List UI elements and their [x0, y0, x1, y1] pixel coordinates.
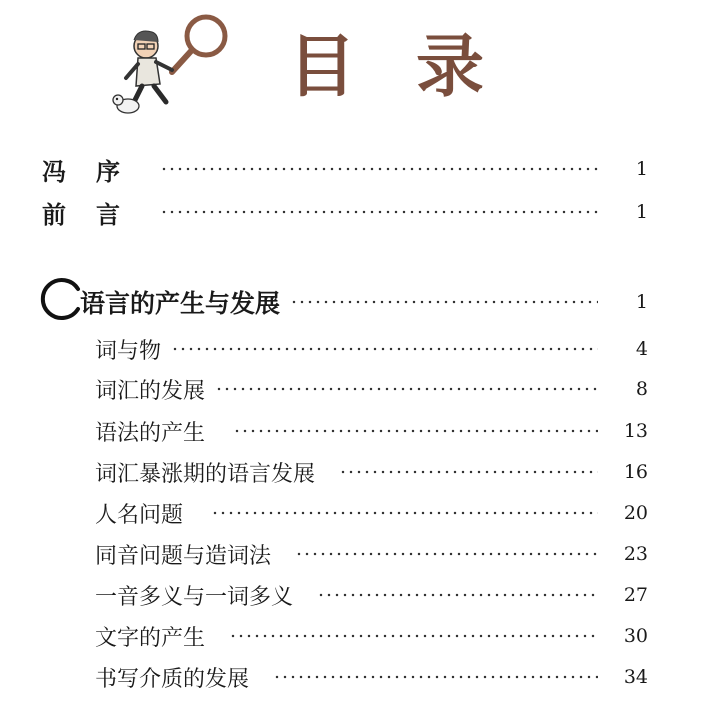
toc-entry-chapter[interactable] — [80, 287, 648, 317]
toc-leader-dots — [317, 593, 598, 597]
toc-entry-label: 同音问题与造词法 — [95, 543, 272, 569]
toc-leader-dots — [339, 470, 598, 474]
toc-entry-label: 语法的产生 — [95, 420, 206, 446]
toc-entry-label: 人名问题 — [95, 502, 184, 528]
toc-page-number: 20 — [623, 502, 648, 524]
toc-entry-section-7[interactable] — [95, 580, 648, 610]
toc-page-number: 13 — [623, 420, 648, 442]
toc-entry-section-5[interactable] — [95, 498, 648, 528]
toc-page-number: 16 — [623, 461, 648, 483]
toc-leader-dots — [295, 552, 598, 556]
toc-leader-dots — [211, 511, 598, 515]
toc-leader-dots — [290, 300, 598, 304]
page-title-char-2: 录 — [416, 28, 485, 107]
toc-page-number: 34 — [623, 666, 648, 688]
toc-entry-label: 语言的产生与发展 — [80, 289, 281, 318]
toc-entry-front-2[interactable] — [42, 197, 648, 227]
magnifier-running-man-icon — [108, 8, 233, 120]
toc-page-number: 1 — [635, 291, 648, 313]
toc-page-number: 27 — [623, 584, 648, 606]
toc-page-number: 1 — [635, 158, 648, 180]
toc-entry-label: 词汇的发展 — [95, 378, 206, 404]
toc-entry-section-2[interactable] — [95, 374, 648, 404]
toc-leader-dots — [233, 429, 598, 433]
toc-leader-dots — [160, 210, 598, 214]
toc-leader-dots — [229, 634, 598, 638]
toc-entry-label: 文字的产生 — [95, 625, 206, 651]
toc-entry-label: 前言 — [42, 199, 150, 229]
toc-entry-section-1[interactable] — [95, 334, 648, 364]
toc-entry-label: 一音多义与一词多义 — [95, 584, 294, 610]
toc-entry-label: 书写介质的发展 — [95, 666, 250, 692]
toc-header — [0, 0, 721, 130]
toc-leader-dots — [273, 675, 598, 679]
toc-leader-dots — [215, 387, 598, 391]
toc-page-number: 30 — [623, 625, 648, 647]
toc-page-number: 1 — [635, 201, 648, 223]
toc-leader-dots — [160, 167, 598, 171]
toc-entry-section-6[interactable] — [95, 539, 648, 569]
page-title-char-1: 目 — [288, 28, 357, 107]
toc-leader-dots — [171, 347, 598, 351]
toc-page-number: 23 — [623, 543, 648, 565]
toc-entry-label: 冯序 — [42, 156, 150, 186]
toc-entry-section-3[interactable] — [95, 416, 648, 446]
toc-page-number: 4 — [635, 338, 648, 360]
toc-entry-label: 词与物 — [95, 338, 162, 364]
chapter-circle-icon — [38, 275, 84, 321]
toc-entry-section-9[interactable] — [95, 662, 648, 692]
toc-entry-front-1[interactable] — [42, 154, 648, 184]
toc-entry-section-8[interactable] — [95, 621, 648, 651]
toc-page-number: 8 — [635, 378, 648, 400]
toc-entry-label: 词汇暴涨期的语言发展 — [95, 461, 316, 487]
toc-entry-section-4[interactable] — [95, 457, 648, 487]
